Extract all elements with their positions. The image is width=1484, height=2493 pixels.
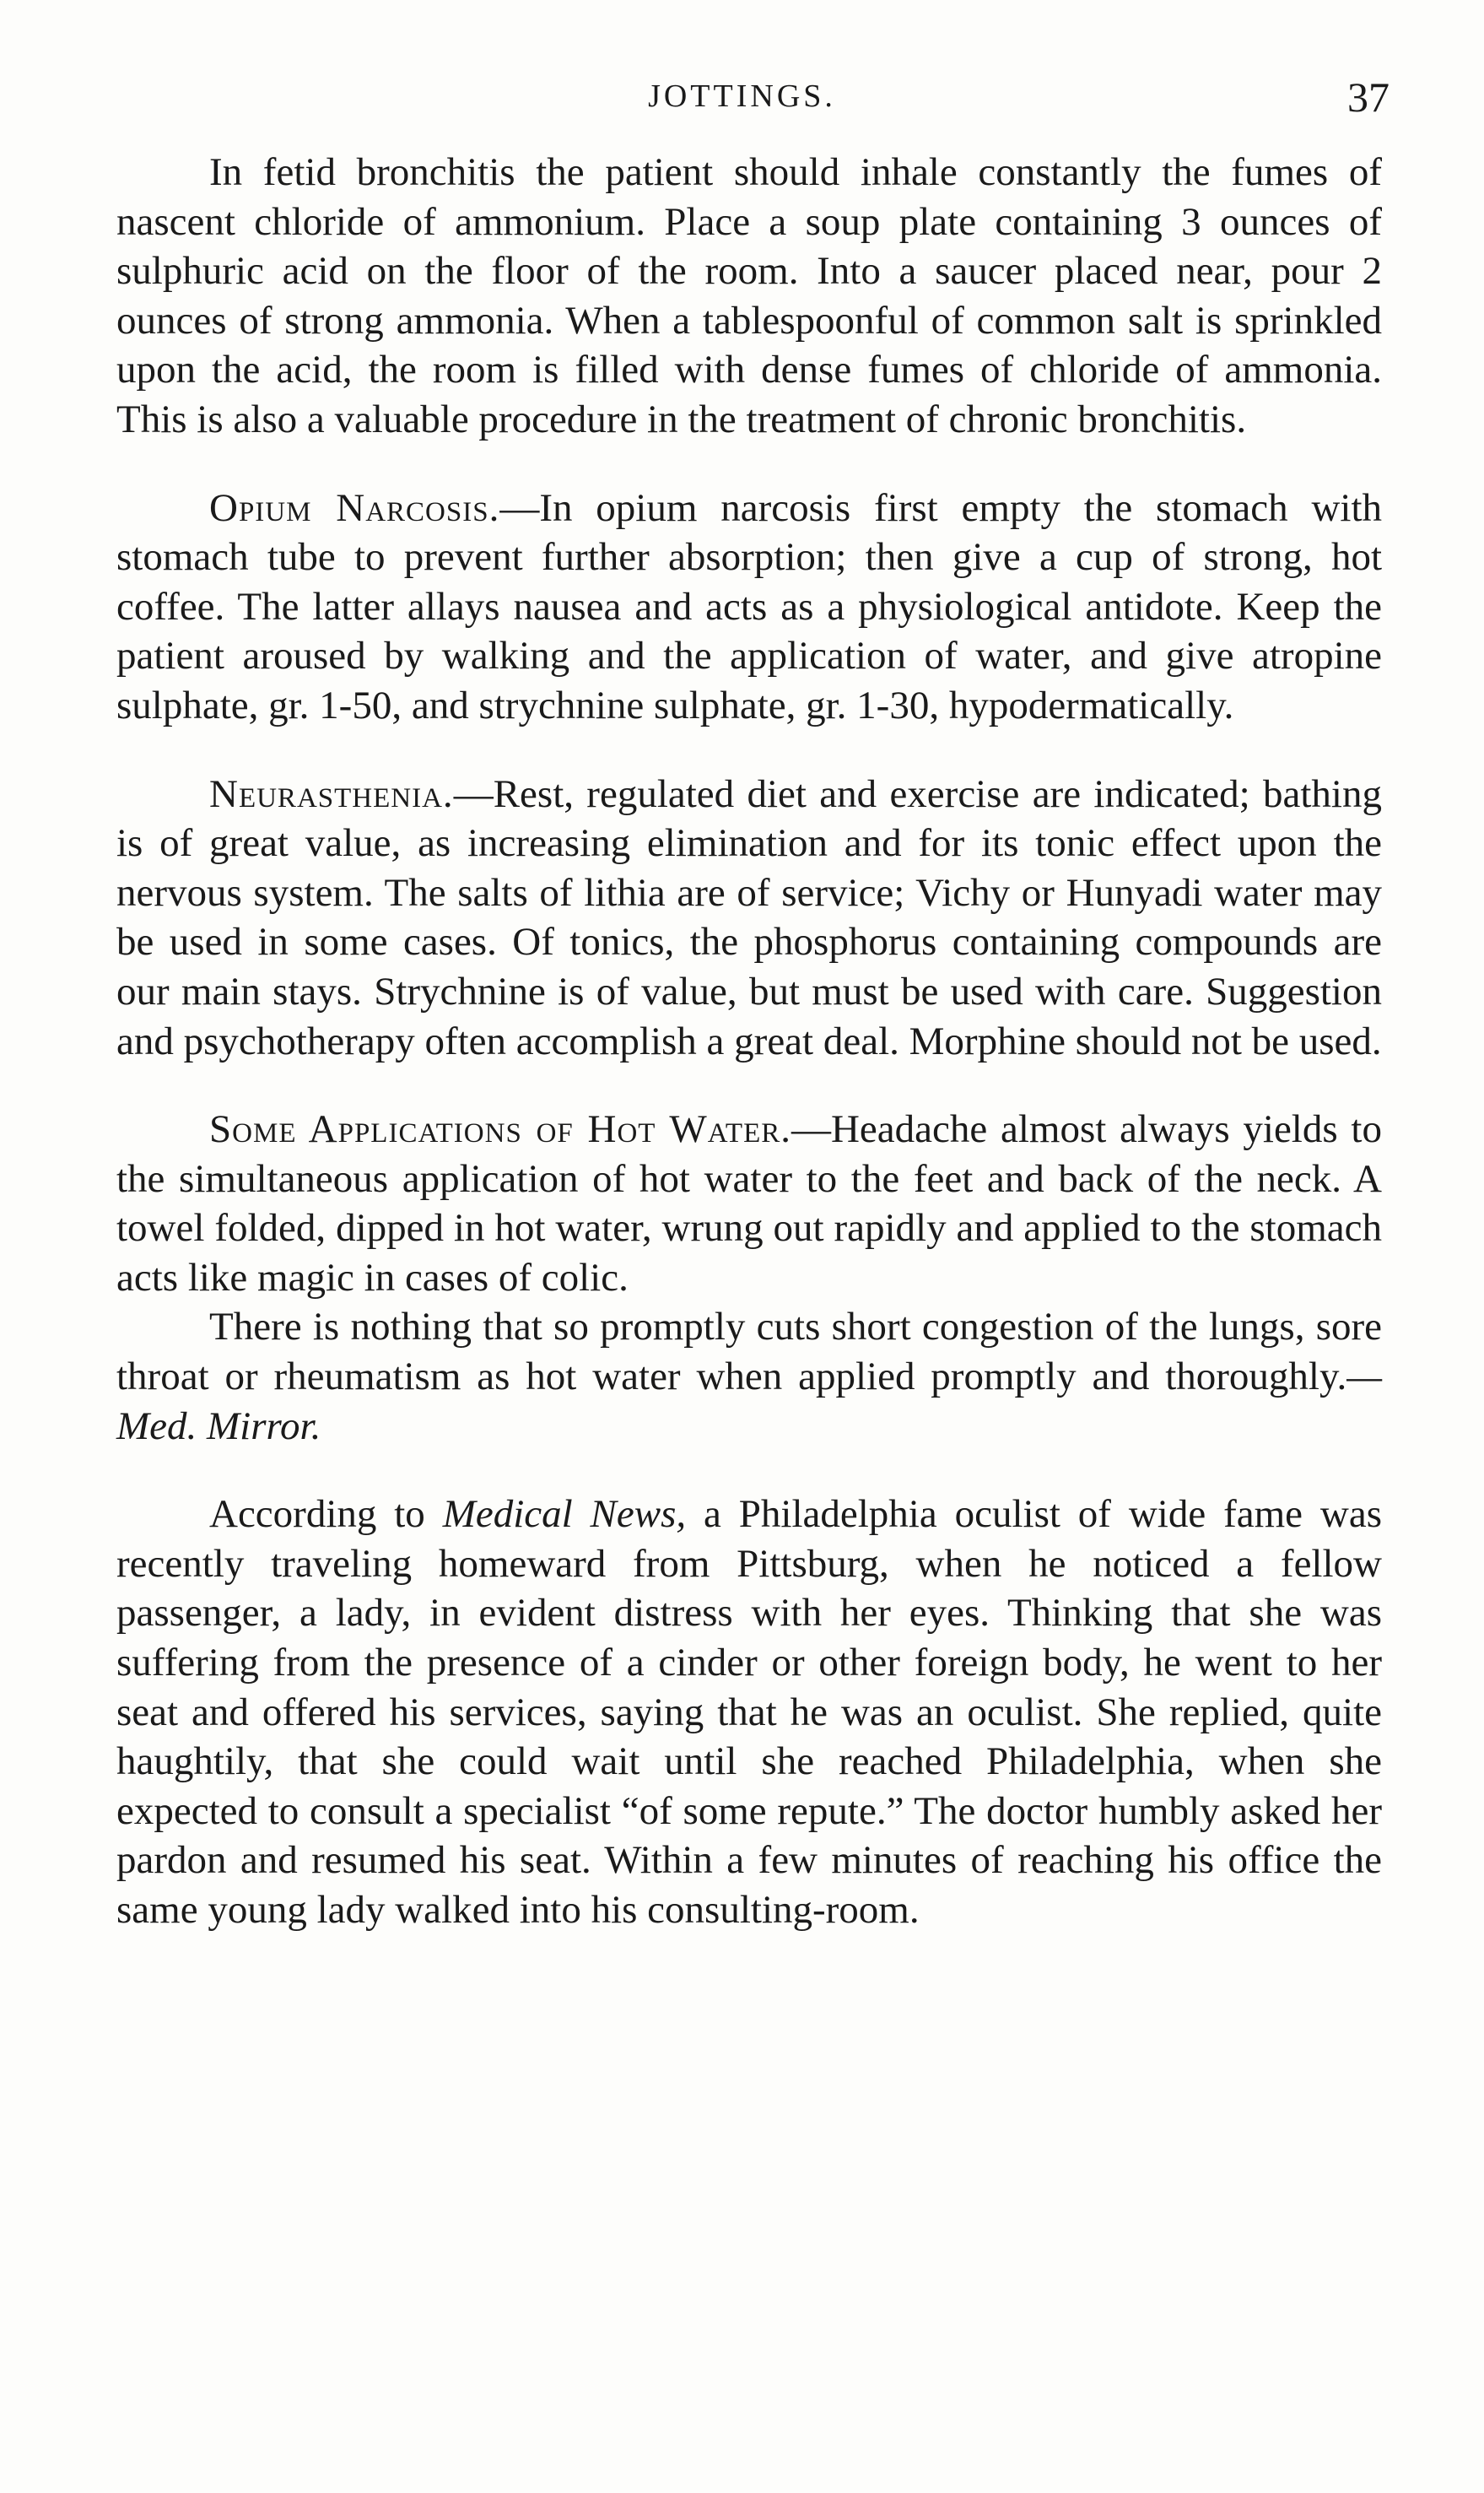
paragraph-text: a Philadelphia oculist of wide fame was recently traveling homeward from Pittsburg, when he noticed a fellow passenger, a lady, in evident distress with her eyes. Thinking that she was suffering from the presence of a cinder or other foreign body, he went to her seat and offered his services, saying that he was an oculist. She replied, quite haughtily, that she could wait until she reached Philadelphia, when she expected to consult a specialist “of some repute.” The doctor humbly asked her pardon and resumed his seat. Within a few minutes of reaching his office the same young lady walked into his consulting-room. bbox=[116, 1492, 1382, 1932]
section-heading-opium-narcosis: Opium Narcosis. bbox=[209, 485, 500, 530]
running-title: JOTTINGS. bbox=[648, 78, 836, 114]
paragraph-text: In fetid bronchitis the patient should inhale constantly the fumes of nascent chloride of ammonium. Place a soup plate containing 3 ounces of sulphuric acid on the floor of the room. Into a saucer placed near, pour 2 ounces of strong ammonia. When a tablespoonful of common salt is sprinkled upon the acid, the room is filled with dense fumes of chloride of ammonia. This is also a valuable procedure in the treatment of chronic bronchitis. bbox=[116, 150, 1382, 441]
paragraph-oculist-anecdote bbox=[116, 1490, 1382, 1934]
paragraph-lead: According to bbox=[209, 1492, 443, 1537]
paragraph-text: There is nothing that so promptly cuts short congestion of the lungs, sore throat or rheumatism as hot water when applied promptly and thoroughly. bbox=[116, 1305, 1382, 1399]
body-text bbox=[116, 148, 1382, 1974]
running-head bbox=[0, 73, 1484, 128]
source-citation: —Med. Mirror. bbox=[116, 1355, 1382, 1448]
journal-title: Medical News, bbox=[442, 1492, 687, 1537]
paragraph-hot-water bbox=[116, 1105, 1382, 1302]
paragraph-congestion bbox=[116, 1302, 1382, 1451]
paragraph-neurasthenia bbox=[116, 770, 1382, 1067]
section-heading-neurasthenia: Neurasthenia. bbox=[209, 771, 454, 816]
paragraph-fetid-bronchitis bbox=[116, 148, 1382, 445]
paragraph-opium-narcosis bbox=[116, 484, 1382, 731]
page-number: 37 bbox=[1347, 73, 1390, 121]
paragraph-text: —Rest, regulated diet and exercise are indicated; bathing is of great value, as increasing elimination and for its tonic effect upon the nervous system. The salts of lithia are of service; Vichy or Hunyadi water may be used in some cases. Of tonics, the phosphorus containing compounds are our main stays. Strychnine is of value, but must be used with care. Suggestion and psychotherapy often accomplish a great deal. Morphine should not be used. bbox=[116, 771, 1382, 1063]
section-heading-hot-water: Some Applications of Hot Water. bbox=[209, 1107, 791, 1152]
paragraph-text: —Headache almost always yields to the simultaneous application of hot water to the feet and back of the neck. A towel folded, dipped in hot water, wrung out rapidly and applied to the stomach acts like magic in cases of colic. bbox=[116, 1107, 1382, 1300]
paragraph-text: —In opium narcosis first empty the stomach with stomach tube to prevent further absorption; then give a cup of strong, hot coffee. The latter allays nausea and acts as a physiological antidote. Keep the patient aroused by walking and the application of water, and give atropine sulphate, gr. 1-50, and strychnine sulphate, gr. 1-30, hypodermatically. bbox=[116, 485, 1383, 727]
